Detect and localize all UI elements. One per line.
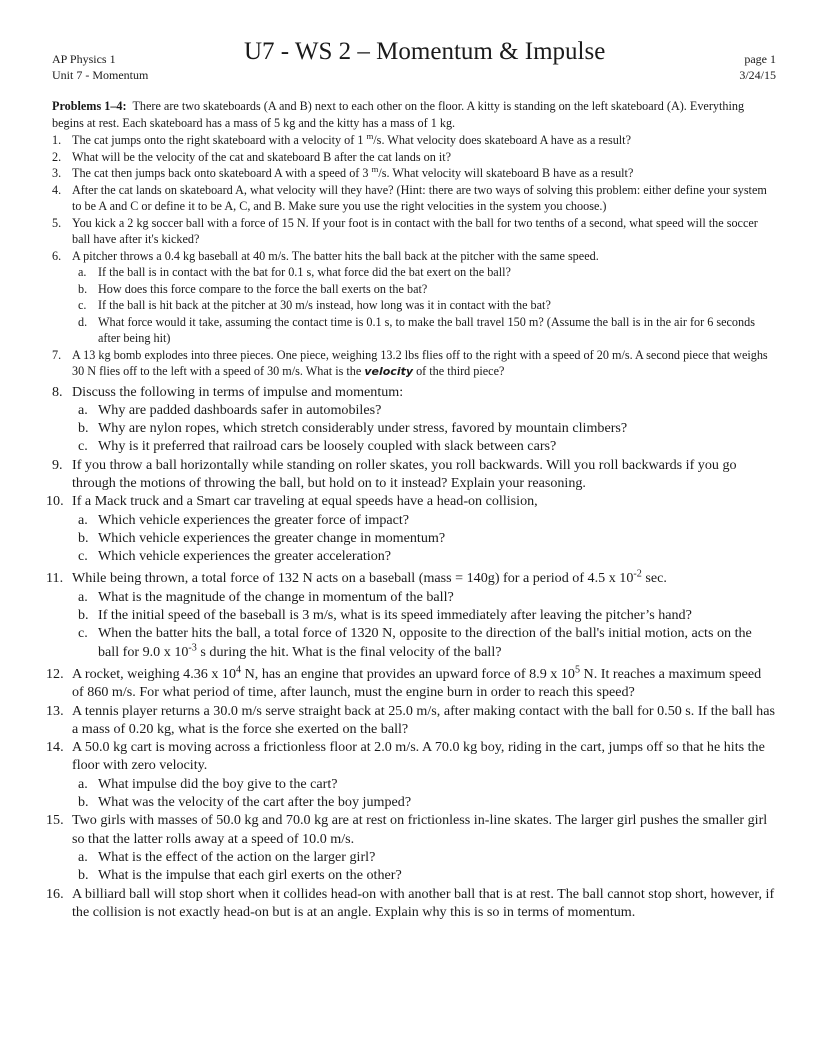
- question-15: 15. Two girls with masses of 50.0 kg and 70.0 kg are at rest on frictionless in-line skates. The larger girl pushes the smaller girl so that the latter rolls away at a speed of 10.0 m/s. a. What is the effect of the action on the larger girl? b. What is the impulse that each girl exerts on the other?: [52, 811, 776, 884]
- question-7: 7. A 13 kg bomb explodes into three pieces. One piece, weighing 13.2 lbs flies off to the right with a speed of 20 m/s. A second piece that weighs 30 N flies off to the left with a speed of 30 m/s. What is the velocity of the third piece?: [52, 347, 768, 378]
- question-1: 1. The cat jumps onto the right skateboard with a velocity of 1 $^m$/s. What velocity does skateboard A have as a result?: [52, 130, 631, 147]
- course-name: AP Physics 1: [52, 52, 116, 66]
- question-8: 8. Discuss the following in terms of impulse and momentum: a. Why are padded dashboards safer in automobiles? b. Why are nylon ropes, which stretch considerably under stress, favored by mountain climbers? c. Why is it preferred that railroad cars be loosely coupled with slack between cars?: [52, 383, 776, 456]
- question-10-parts: [78, 511, 776, 566]
- question-8b: b. Why are nylon ropes, which stretch considerably under stress, favored by mountain climbers?: [78, 420, 628, 437]
- page-header: [52, 0, 776, 86]
- question-2: 2. What will be the velocity of the cat and skateboard B after the cat lands on it?: [52, 149, 452, 164]
- page-title: U7 - WS 2 – Momentum & Impulse: [244, 38, 606, 65]
- question-14a: a. What impulse did the boy give to the cart?: [78, 775, 338, 792]
- intro-text: There are two skateboards (A and B) next to each other on the floor. A kitty is standing on the left skateboard (A). Everything begins at rest. Each skateboard has a mass of 5 kg and the kitty has a mass of 1 kg.: [52, 99, 745, 130]
- question-6b: b. How does this force compare to the force the ball exerts on the bat?: [78, 281, 428, 296]
- question-10b: b. Which vehicle experiences the greater change in momentum?: [78, 529, 446, 546]
- page-date: 3/24/15: [739, 68, 776, 82]
- problem-list-small: [52, 132, 776, 381]
- question-12: 12. A rocket, weighing 4.36 x $10^4$ N, has an engine that provides an upward force of 8.9 x $10^5$ N. It reaches a maximum speed of 860 m/s. For what period of time, after launch, must the engine burn in order to reach this speed?: [46, 664, 762, 701]
- question-4: 4. After the cat lands on skateboard A, what velocity will they have? (Hint: there are two ways of solving this problem: either define your system to be A and C or define it to be A, C, and B. Make sure you use the right velocities in the system you choose.): [52, 182, 767, 213]
- page-number: page 1: [744, 52, 776, 66]
- question-6d: d. What force would it take, assuming the contact time is 0.1 s, to make the ball travel 150 m? (Assume the ball is in the air for 6 seconds after being hit): [78, 314, 755, 345]
- question-16: 16. A billiard ball will stop short when it collides head-on with another ball that is at rest. The ball cannot stop short, however, if the collision is not exactly head-on but is at an angle. Explain why this is so in terms of momentum.: [46, 885, 775, 920]
- question-6: 6. A pitcher throws a 0.4 kg baseball at 40 m/s. The batter hits the ball back at the pitcher with the same speed. a. If the ball is in contact with the bat for 0.1 s, what force did the bat exert on the ball? b. How does this force compare to the force the ball exerts on the bat? c. If the ball is hit back at the pitcher at 30 m/s instead, how long was it in contact with the bat? d. What force would it take, assuming the contact time is 0.1 s, to make the ball travel 150 m? (Assume the ball is in the air for 6 seconds after being hit): [52, 248, 776, 347]
- question-8c: c. Why is it preferred that railroad cars be loosely coupled with slack between cars?: [78, 438, 557, 455]
- question-6c: c. If the ball is hit back at the pitcher at 30 m/s instead, how long was it in contact with the bat?: [78, 298, 551, 312]
- question-11: 11. While being thrown, a total force of 132 N acts on a baseball (mass = 140g) for a period of 4.5 x $10^{-2}$ sec. a. What is the magnitude of the change in momentum of the ball? b. If the initial speed of the baseball is 3 m/s, what is its speed immediately after leaving the pitcher’s hand? c. When the batter hits the ball, a total force of 1320 N, opposite to the direction of the ball's initial motion, acts on the ball for 9.0 x $10^{-3}$ s during the hit. What is the final velocity of the ball?: [52, 569, 776, 660]
- question-11a: a. What is the magnitude of the change in momentum of the ball?: [78, 588, 454, 605]
- problems-intro: [52, 98, 776, 132]
- question-10a: a. Which vehicle experiences the greater force of impact?: [78, 511, 410, 528]
- question-5: 5. You kick a 2 kg soccer ball with a force of 15 N. If your foot is in contact with the ball for two tenths of a second, what speed will the soccer ball have after it's kicked?: [52, 215, 758, 246]
- question-6a: a. If the ball is in contact with the bat for 0.1 s, what force did the bat exert on the ball?: [78, 265, 511, 279]
- question-6-parts: [78, 264, 776, 347]
- question-8a: a. Why are padded dashboards safer in automobiles?: [78, 401, 382, 418]
- question-13: 13. A tennis player returns a 30.0 m/s serve straight back at 25.0 m/s, after making contact with the ball for 0.50 s. If the ball has a mass of 0.20 kg, what is the force she exerted on the ball?: [46, 702, 775, 737]
- question-14-parts: [78, 775, 776, 812]
- question-11c: c. When the batter hits the ball, a total force of 1320 N, opposite to the direction of the ball's initial motion, acts on the ball for 9.0 x $10^{-3}$ s during the hit. What is the final velocity of the ball?: [78, 625, 752, 660]
- unit-name: Unit 7 - Momentum: [52, 68, 149, 82]
- question-3: 3. The cat then jumps back onto skateboard A with a speed of 3 $^m$/s. What velocity will skateboard B have as a result?: [52, 163, 634, 180]
- question-15a: a. What is the effect of the action on the larger girl?: [78, 848, 376, 865]
- question-9: 9. If you throw a ball horizontally while standing on roller skates, you roll backwards. Will you roll backwards if you go through the motions of throwing the ball, but hold on to it instead? Explain your reasoning.: [52, 456, 737, 491]
- question-15-parts: [78, 848, 776, 885]
- question-14b: b. What was the velocity of the cart after the boy jumped?: [78, 794, 412, 811]
- question-10c: c. Which vehicle experiences the greater acceleration?: [78, 548, 392, 565]
- intro-label: Problems 1–4:: [52, 99, 127, 113]
- problem-list-large: [46, 383, 776, 922]
- question-11b: b. If the initial speed of the baseball is 3 m/s, what is its speed immediately after leaving the pitcher’s hand?: [78, 607, 692, 624]
- question-10: 10. If a Mack truck and a Smart car traveling at equal speeds have a head-on collision, a. Which vehicle experiences the greater force of impact? b. Which vehicle experiences the greater change in momentum? c. Which vehicle experiences the greater acceleration?: [52, 492, 776, 565]
- question-11-parts: [78, 588, 776, 661]
- question-15b: b. What is the impulse that each girl exerts on the other?: [78, 867, 402, 884]
- velocity-emphasis: velocity: [364, 365, 414, 378]
- question-14: 14. A 50.0 kg cart is moving across a frictionless floor at 2.0 m/s. A 70.0 kg boy, riding in the cart, jumps off so that he hits the floor with zero velocity. a. What impulse did the boy give to the cart? b. What was the velocity of the cart after the boy jumped?: [52, 738, 776, 811]
- question-8-parts: [78, 401, 776, 456]
